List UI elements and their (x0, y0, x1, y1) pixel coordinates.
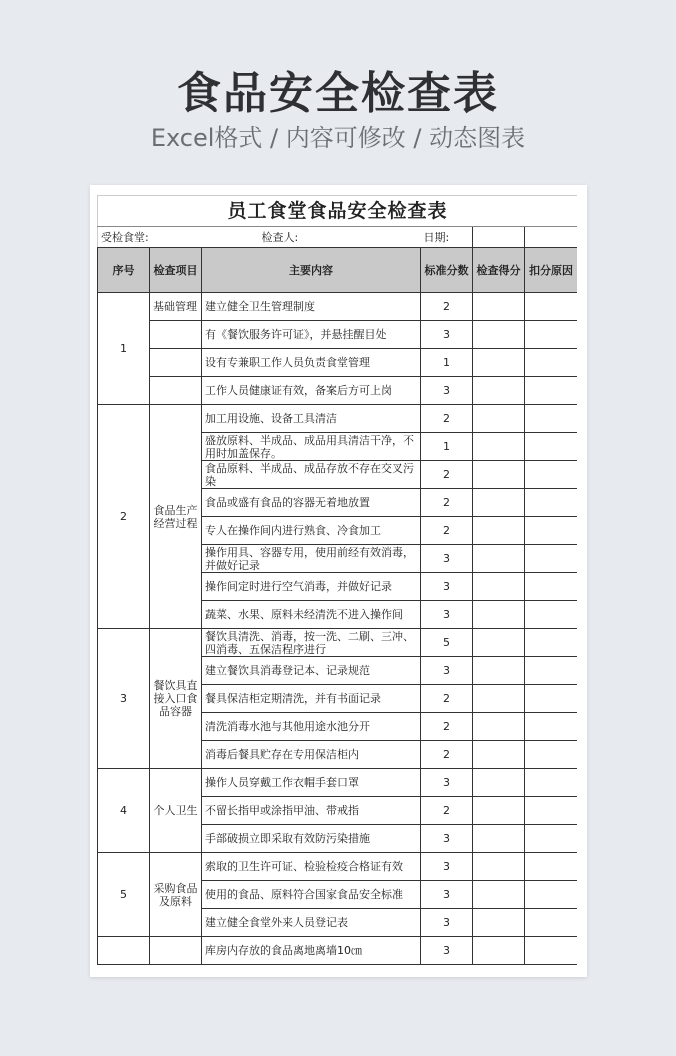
check-score-cell[interactable] (473, 517, 525, 545)
group-number: 3 (98, 629, 150, 769)
content-cell: 食品原料、半成品、成品存放不存在交叉污染 (202, 461, 421, 489)
content-cell: 操作用具、容器专用，使用前经有效消毒，并做好记录 (202, 545, 421, 573)
standard-score: 3 (421, 545, 473, 573)
deduction-reason-cell[interactable] (525, 769, 578, 797)
check-score-cell[interactable] (473, 293, 525, 321)
standard-score: 3 (421, 377, 473, 405)
inspection-sheet (97, 195, 577, 977)
header-cell: 检查项目 (150, 248, 202, 293)
deduction-reason-cell[interactable] (525, 797, 578, 825)
table-row (98, 629, 578, 657)
standard-score: 2 (421, 797, 473, 825)
content-cell: 消毒后餐具贮存在专用保洁柜内 (202, 741, 421, 769)
content-cell: 餐饮具清洗、消毒，按一洗、二刷、三冲、四消毒、五保洁程序进行 (202, 629, 421, 657)
table-row (98, 377, 578, 405)
deduction-reason-cell[interactable] (525, 433, 578, 461)
info-blank (473, 227, 525, 248)
check-score-cell[interactable] (473, 349, 525, 377)
category-cell (150, 937, 202, 965)
check-score-cell[interactable] (473, 489, 525, 517)
standard-score: 2 (421, 685, 473, 713)
content-cell: 食品或盛有食品的容器无着地放置 (202, 489, 421, 517)
check-score-cell[interactable] (473, 405, 525, 433)
check-score-cell[interactable] (473, 881, 525, 909)
date-label: 日期: (421, 227, 473, 248)
content-cell: 蔬菜、水果、原料未经清洗不进入操作间 (202, 601, 421, 629)
content-cell: 加工用设施、设备工具清洁 (202, 405, 421, 433)
deduction-reason-cell[interactable] (525, 937, 578, 965)
deduction-reason-cell[interactable] (525, 713, 578, 741)
group-number (98, 937, 150, 965)
check-score-cell[interactable] (473, 937, 525, 965)
table-row (98, 349, 578, 377)
header-cell: 扣分原因 (525, 248, 578, 293)
content-cell: 使用的食品、原料符合国家食品安全标准 (202, 881, 421, 909)
deduction-reason-cell[interactable] (525, 909, 578, 937)
standard-score: 3 (421, 853, 473, 881)
check-score-cell[interactable] (473, 685, 525, 713)
standard-score: 2 (421, 741, 473, 769)
content-cell: 不留长指甲或涂指甲油、带戒指 (202, 797, 421, 825)
header-cell: 序号 (98, 248, 150, 293)
inspection-table (97, 195, 577, 965)
content-cell: 建立健全食堂外来人员登记表 (202, 909, 421, 937)
category-cell: 食品生产经营过程 (150, 405, 202, 629)
deduction-reason-cell[interactable] (525, 601, 578, 629)
deduction-reason-cell[interactable] (525, 405, 578, 433)
check-score-cell[interactable] (473, 769, 525, 797)
content-cell: 餐具保洁柜定期清洗，并有书面记录 (202, 685, 421, 713)
check-score-cell[interactable] (473, 433, 525, 461)
table-row (98, 293, 578, 321)
standard-score: 3 (421, 321, 473, 349)
content-cell: 工作人员健康证有效，备案后方可上岗 (202, 377, 421, 405)
info-blank (525, 227, 578, 248)
standard-score: 3 (421, 909, 473, 937)
table-row (98, 937, 578, 965)
deduction-reason-cell[interactable] (525, 825, 578, 853)
header-cell: 检查得分 (473, 248, 525, 293)
deduction-reason-cell[interactable] (525, 573, 578, 601)
category-cell: 餐饮具直接入口食品容器 (150, 629, 202, 769)
category-cell: 采购食品及原料 (150, 853, 202, 937)
content-cell: 盛放原料、半成品、成品用具清洁干净，不用时加盖保存。 (202, 433, 421, 461)
category-cell: 基础管理 (150, 293, 202, 321)
category-cell (150, 349, 202, 377)
check-score-cell[interactable] (473, 573, 525, 601)
content-cell: 建立餐饮具消毒登记本、记录规范 (202, 657, 421, 685)
standard-score: 3 (421, 573, 473, 601)
content-cell: 操作间定时进行空气消毒，并做好记录 (202, 573, 421, 601)
check-score-cell[interactable] (473, 825, 525, 853)
check-score-cell[interactable] (473, 321, 525, 349)
deduction-reason-cell[interactable] (525, 349, 578, 377)
check-score-cell[interactable] (473, 545, 525, 573)
deduction-reason-cell[interactable] (525, 685, 578, 713)
check-score-cell[interactable] (473, 657, 525, 685)
canteen-label: 受检食堂: (98, 227, 202, 248)
check-score-cell[interactable] (473, 629, 525, 657)
standard-score: 2 (421, 293, 473, 321)
standard-score: 3 (421, 601, 473, 629)
group-number: 2 (98, 405, 150, 629)
standard-score: 3 (421, 881, 473, 909)
deduction-reason-cell[interactable] (525, 741, 578, 769)
check-score-cell[interactable] (473, 741, 525, 769)
check-score-cell[interactable] (473, 713, 525, 741)
table-row (98, 853, 578, 881)
check-score-cell[interactable] (473, 909, 525, 937)
table-row (98, 769, 578, 797)
content-cell: 设有专兼职工作人员负责食堂管理 (202, 349, 421, 377)
check-score-cell[interactable] (473, 377, 525, 405)
check-score-cell[interactable] (473, 853, 525, 881)
content-cell: 操作人员穿戴工作衣帽手套口罩 (202, 769, 421, 797)
category-cell: 个人卫生 (150, 769, 202, 853)
standard-score: 3 (421, 657, 473, 685)
deduction-reason-cell[interactable] (525, 461, 578, 489)
content-cell: 建立健全卫生管理制度 (202, 293, 421, 321)
deduction-reason-cell[interactable] (525, 377, 578, 405)
content-cell: 清洗消毒水池与其他用途水池分开 (202, 713, 421, 741)
standard-score: 3 (421, 769, 473, 797)
deduction-reason-cell[interactable] (525, 881, 578, 909)
header-cell: 主要内容 (202, 248, 421, 293)
group-number: 5 (98, 853, 150, 937)
standard-score: 2 (421, 405, 473, 433)
table-row (98, 405, 578, 433)
standard-score: 2 (421, 489, 473, 517)
check-score-cell[interactable] (473, 601, 525, 629)
category-cell (150, 321, 202, 349)
standard-score: 1 (421, 349, 473, 377)
content-cell: 索取的卫生许可证、检验检疫合格证有效 (202, 853, 421, 881)
deduction-reason-cell[interactable] (525, 517, 578, 545)
standard-score: 5 (421, 629, 473, 657)
content-cell: 专人在操作间内进行熟食、冷食加工 (202, 517, 421, 545)
page-subtitle: Excel格式 / 内容可修改 / 动态图表 (150, 124, 526, 152)
check-score-cell[interactable] (473, 797, 525, 825)
inspector-label: 检查人: (202, 227, 421, 248)
content-cell: 库房内存放的食品离地离墙10㎝ (202, 937, 421, 965)
sheet-title: 员工食堂食品安全检查表 (98, 196, 578, 227)
deduction-reason-cell[interactable] (525, 293, 578, 321)
deduction-reason-cell[interactable] (525, 489, 578, 517)
group-number: 4 (98, 769, 150, 853)
category-cell (150, 377, 202, 405)
standard-score: 1 (421, 433, 473, 461)
content-cell: 有《餐饮服务许可证》，并悬挂醒目处 (202, 321, 421, 349)
standard-score: 2 (421, 713, 473, 741)
page-title: 食品安全检查表 (177, 68, 499, 119)
deduction-reason-cell[interactable] (525, 657, 578, 685)
standard-score: 2 (421, 517, 473, 545)
content-cell: 手部破损立即采取有效防污染措施 (202, 825, 421, 853)
standard-score: 2 (421, 461, 473, 489)
table-row (98, 321, 578, 349)
standard-score: 3 (421, 937, 473, 965)
standard-score: 3 (421, 825, 473, 853)
deduction-reason-cell[interactable] (525, 321, 578, 349)
deduction-reason-cell[interactable] (525, 629, 578, 657)
check-score-cell[interactable] (473, 461, 525, 489)
deduction-reason-cell[interactable] (525, 853, 578, 881)
group-number: 1 (98, 293, 150, 405)
deduction-reason-cell[interactable] (525, 545, 578, 573)
header-cell: 标准分数 (421, 248, 473, 293)
header-row (98, 248, 578, 293)
